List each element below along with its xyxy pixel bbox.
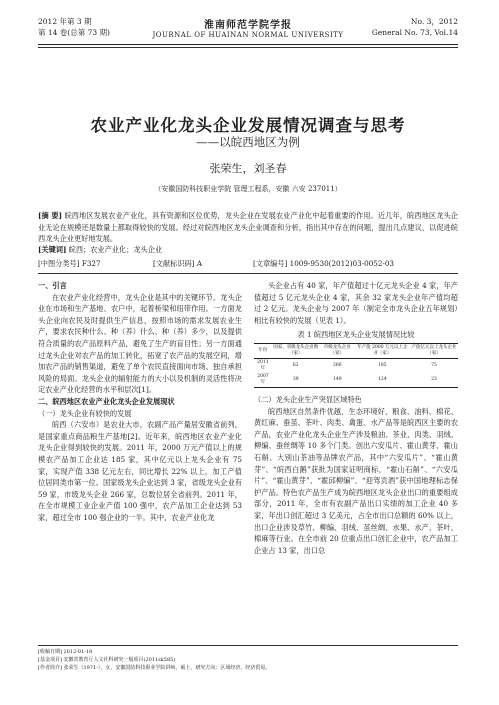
general-label: General No. 73, Vol.14 xyxy=(371,28,458,37)
table-cell: 2011 年 xyxy=(257,359,269,371)
left-column xyxy=(38,280,242,523)
table-cell: 23 xyxy=(431,376,437,382)
table-cell: 39 xyxy=(292,376,299,382)
subsection-heading: （二）龙头企业生产突显区域特色 xyxy=(254,394,362,404)
table-cell: 266 xyxy=(332,362,342,368)
paragraph: 皖西地区自然条件优越，生态环境好，粮食、油料、棉花、黄红麻、蚕茧、茶叶、肉类、禽蛋、水产品等是皖西区主要的农产品，农业产业化龙头企业生产涉及粮油、茶业、肉类、羽绒、柳编、蚕丝绸等 10 多个门类。创出六安瓜片、霍山黄芽、霍山石斛、大别山茶油等品牌农产品，其中“六安瓜片”、“霍山黄芽”、“皖西白鹅”获批为国家证明商标，“霍山石斛”、“六安瓜片”、“霍山黄芽”、“霍邱柳编”、“迎驾贡酒”获中国地理标志保护产品。特色农产品生产成为皖西地区龙头企业出口的重要组成部分，2011 年，全市有农副产品出口实绩的加工企业 40 多家，年出口创汇超过 3 亿美元，占全市出口总额的 60% 以上，出口企业涉及草竹、柳编、羽绒、茧丝绸、水果、水产、茶叶、棉麻等行业。在全市前 20 位重点出口创汇企业中，农产品加工企业占 13 家，出口总 xyxy=(254,406,458,555)
journal-name-cn: 淮南师范学院学报 xyxy=(204,20,292,31)
section-heading: 二、皖西地区农业产业化龙头企业发展现状 xyxy=(38,396,175,406)
table-row xyxy=(254,373,458,388)
fund-project: [基金项目] 安徽省教育厅人文社科研究一般项目(2011sk585) xyxy=(38,657,176,663)
table-header-cell: 市级龙头企业（家） xyxy=(323,344,351,356)
table-cell: 124 xyxy=(378,376,387,382)
issue-label: 2012 年第 3 期 xyxy=(38,17,92,26)
body-top-rule xyxy=(38,273,458,274)
table-header-cell: 产值亿元以上龙头企业（家） xyxy=(411,344,457,356)
author-bio: [作者简介] 张荣生（1971-），女，安徽国防科技职业学院讲师，硕士，研究方向：区域经济、经济贸易。 xyxy=(38,665,271,671)
abstract-label: [摘 要] xyxy=(38,211,63,220)
data-table xyxy=(254,343,458,388)
journal-header xyxy=(38,16,458,44)
table-cell: 62 xyxy=(292,362,299,368)
paper-title: 农业产业化龙头企业发展情况调查与思考 xyxy=(90,116,406,135)
subsection-heading: （一）龙头企业有较快的发展 xyxy=(38,408,132,418)
abstract xyxy=(38,210,458,245)
right-column xyxy=(254,280,458,556)
table-cell: 2007 年 xyxy=(257,373,269,385)
footnote-rule xyxy=(38,645,458,646)
abstract-text: 皖西地区发展农业产业化，具有资源和区位优势，龙头企业在发展农业产业化中起着重要的作用。近几年，皖西地区龙头企业无论在规模还是数量上都取得较快的发展。经过对皖西地区龙头企业调查和分析，指出其中存在的问题，提出几点建议，以促进皖西龙头企业更好地发展。 xyxy=(38,211,458,243)
keywords xyxy=(38,245,162,255)
volume-label: 第 14 卷(总第 73 期) xyxy=(38,28,110,37)
header-rule xyxy=(38,44,458,45)
table-header-row xyxy=(254,343,458,358)
document-code: [文献标识码] A xyxy=(153,259,203,268)
table-cell: 75 xyxy=(431,362,437,368)
paper-authors: 张荣生，刘圣春 xyxy=(209,162,287,175)
paragraph: 皖西（六安市）是农业大市，农副产品产量居安徽省前列，是国家重点商品粮生产基地[2]。近年来，皖西地区农业产业化龙头企业得到较快的发展。2011 年，2000 万元产值以上的规模农产品加工企业达 185 家，其中亿元以上龙头企业有 75 家，实现产值 338 亿元左右，同比增长 22% 以上，加工产值位居同类市第一位。国家级龙头企业达到 3 家，省级龙头企业有 59 家，市级龙头企业 266 家，总数位居全省前列。2011 年，在全市规模工业企业产值 100 强中，农产品加工企业达到 53 家，超过全市 100 强企业的一半。其中，农业产业化龙 xyxy=(38,420,242,522)
table-title: 表 1 皖西地区龙头企业发展情况比较 xyxy=(297,330,415,340)
footnotes xyxy=(38,648,458,672)
table-row xyxy=(254,358,458,373)
table-cell: 149 xyxy=(332,376,342,382)
article-number: [文章编号] 1009-9530(2012)03-0052-03 xyxy=(253,259,394,268)
header-rule-thin xyxy=(38,47,458,48)
table-cell: 185 xyxy=(378,362,387,368)
paper-affiliation: （安徽国防科技职业学院 管理工程系，安徽 六安 237011） xyxy=(154,185,342,193)
number-label: No. 3，2012 xyxy=(410,17,458,26)
table-header-cell: 年产值 2000 万元以上企业（家） xyxy=(357,344,408,356)
clc-number: [中图分类号] F327 xyxy=(38,259,101,268)
received-date: [收稿日期] 2012-01-18 xyxy=(38,649,93,655)
header-right xyxy=(372,16,458,38)
section-heading: 一、引言 xyxy=(38,281,67,290)
keywords-text: 皖西；农业产业化；龙头企业 xyxy=(68,245,163,254)
paragraph: 在农业产业化经营中，龙头企业是其中的关键环节。龙头企业在市场和生产基地、农户中，起着桥梁和纽带作用。一方面龙头企业向农民及时提供生产信息，按照市场的需求发展农业生产，要求农民种什么、种（养）什么、种（养）多少，以及提供符合质量的农产品原料产品，避免了生产的盲目性；另一方面通过龙头企业对农产品的加工转化，拓宽了农产品的发展空间，增加农产品的销售渠道，避免了单个农民直接面向市场、独自承担风险的局面。龙头企业的辐射能力的大小以及机制的灵活性将决定农业产业化经营的水平和层次[1]。 xyxy=(38,292,242,395)
table-header-cell: 国家、省级龙头企业数（家） xyxy=(273,344,319,356)
journal-name-en: JOURNAL OF HUAINAN NORMAL UNIVERSITY xyxy=(152,31,344,39)
keywords-label: [关键词] xyxy=(38,245,67,254)
paper-subtitle: ——以皖西地区为例 xyxy=(196,135,300,149)
table-header-cell: 年份 xyxy=(258,347,268,353)
paragraph: 头企业占有 40 家，年产值超过十亿元龙头企业 4 家，年产值超过 5 亿元龙头企业 4 家，其余 32 家龙头企业年产值均超过 2 亿元。龙头企业与 2007 年（制定全市龙头企业五年规划）相比有较快的发展（见表 1）。 xyxy=(254,281,458,325)
